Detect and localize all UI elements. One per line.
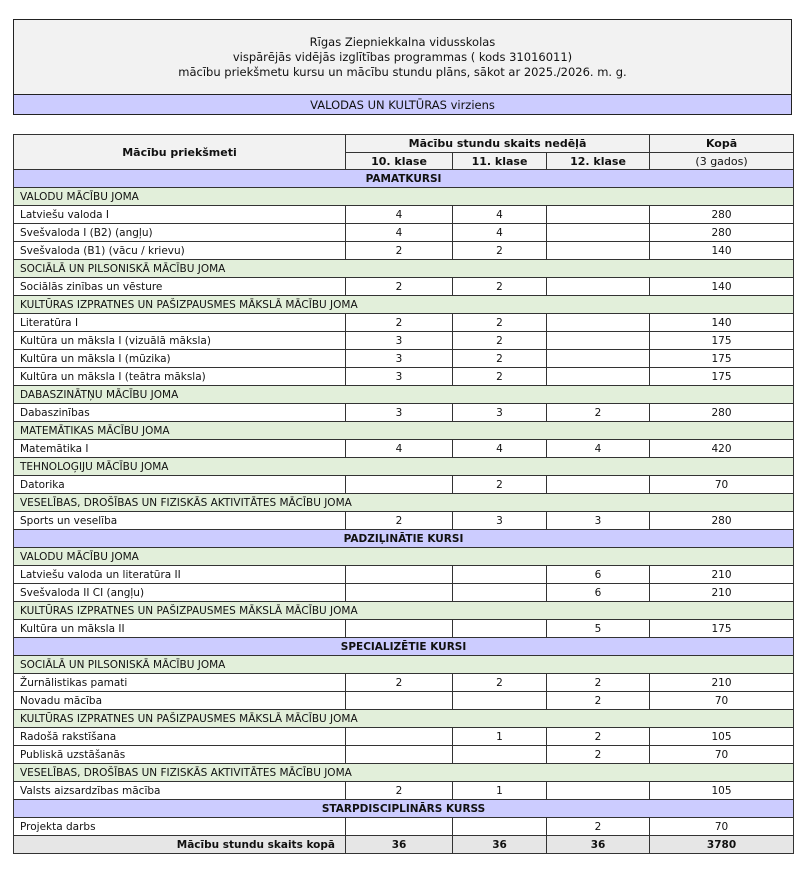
table-row (14, 674, 794, 692)
grand-total: 3780 (650, 836, 794, 854)
grade-10-hours (346, 692, 453, 710)
section-header-row (14, 170, 794, 188)
total-hours: 175 (650, 350, 794, 368)
grade-12-hours (547, 782, 650, 800)
table-row (14, 620, 794, 638)
grade-11-hours: 4 (453, 206, 547, 224)
total-hours: 140 (650, 278, 794, 296)
grade-11-hours (453, 584, 547, 602)
domain-label: SOCIĀLĀ UN PILSONISKĀ MĀCĪBU JOMA (14, 656, 794, 674)
col-header-total: Kopā (650, 135, 794, 153)
total-hours: 420 (650, 440, 794, 458)
grade-12-hours (547, 332, 650, 350)
table-body (14, 170, 794, 836)
domain-header-row (14, 422, 794, 440)
table-row (14, 206, 794, 224)
table-row (14, 224, 794, 242)
grade-10-hours: 2 (346, 242, 453, 260)
grade-12-hours (547, 476, 650, 494)
domain-label: TEHNOLOĢIJU MĀCĪBU JOMA (14, 458, 794, 476)
grade-12-hours: 2 (547, 674, 650, 692)
total-hours: 70 (650, 746, 794, 764)
grade-12-hours (547, 368, 650, 386)
grade-12-hours (547, 278, 650, 296)
subject-name: Sports un veselība (14, 512, 346, 530)
table-row (14, 404, 794, 422)
subject-name: Svešvaloda II CI (angļu) (14, 584, 346, 602)
total-grade-10: 36 (346, 836, 453, 854)
grade-10-hours (346, 818, 453, 836)
grade-12-hours (547, 224, 650, 242)
grade-12-hours (547, 350, 650, 368)
grade-11-hours: 3 (453, 512, 547, 530)
grade-10-hours: 2 (346, 314, 453, 332)
total-hours: 70 (650, 692, 794, 710)
grade-10-hours: 2 (346, 782, 453, 800)
total-hours: 140 (650, 242, 794, 260)
grade-12-hours: 5 (547, 620, 650, 638)
grade-12-hours: 3 (547, 512, 650, 530)
document-header (13, 19, 792, 115)
header-title-block (14, 20, 791, 94)
col-header-grade-12: 12. klase (547, 153, 650, 170)
grade-11-hours (453, 692, 547, 710)
total-hours: 280 (650, 512, 794, 530)
grade-11-hours: 4 (453, 224, 547, 242)
grade-11-hours: 2 (453, 278, 547, 296)
domain-header-row (14, 548, 794, 566)
table-row (14, 476, 794, 494)
table-row (14, 332, 794, 350)
subject-name: Žurnālistikas pamati (14, 674, 346, 692)
grade-12-hours (547, 206, 650, 224)
domain-header-row (14, 188, 794, 206)
section-header-row (14, 800, 794, 818)
subject-name: Kultūra un māksla I (teātra māksla) (14, 368, 346, 386)
total-row-label: Mācību stundu skaits kopā (14, 836, 346, 854)
header-line-plan: mācību priekšmetu kursu un mācību stundu plāns, sākot ar 2025./2026. m. g. (178, 64, 627, 79)
grade-10-hours (346, 746, 453, 764)
grade-12-hours: 2 (547, 746, 650, 764)
domain-header-row (14, 656, 794, 674)
total-hours: 70 (650, 476, 794, 494)
domain-label: KULTŪRAS IZPRATNES UN PAŠIZPAUSMES MĀKSLĀ MĀCĪBU JOMA (14, 296, 794, 314)
grade-10-hours: 4 (346, 206, 453, 224)
header-line-program: vispārējās vidējās izglītības programmas ( kods 31016011) (232, 49, 573, 64)
domain-label: SOCIĀLĀ UN PILSONISKĀ MĀCĪBU JOMA (14, 260, 794, 278)
table-row (14, 242, 794, 260)
table-row (14, 728, 794, 746)
grade-11-hours (453, 620, 547, 638)
table-row (14, 368, 794, 386)
subject-name: Dabaszinības (14, 404, 346, 422)
grade-10-hours: 2 (346, 278, 453, 296)
total-grade-11: 36 (453, 836, 547, 854)
grade-10-hours: 2 (346, 674, 453, 692)
total-hours: 280 (650, 404, 794, 422)
grade-12-hours: 2 (547, 728, 650, 746)
total-hours: 175 (650, 368, 794, 386)
grade-12-hours (547, 314, 650, 332)
grade-11-hours: 2 (453, 332, 547, 350)
subject-name: Literatūra I (14, 314, 346, 332)
total-hours: 140 (650, 314, 794, 332)
table-row (14, 350, 794, 368)
table-row (14, 512, 794, 530)
domain-header-row (14, 296, 794, 314)
section-header-row (14, 530, 794, 548)
total-hours: 210 (650, 566, 794, 584)
domain-label: VESELĪBAS, DROŠĪBAS UN FIZISKĀS AKTIVITĀTES MĀCĪBU JOMA (14, 494, 794, 512)
subject-name: Radošā rakstīšana (14, 728, 346, 746)
grade-12-hours: 2 (547, 692, 650, 710)
domain-header-row (14, 764, 794, 782)
table-row (14, 314, 794, 332)
grade-10-hours: 3 (346, 350, 453, 368)
section-label: PAMATKURSI (14, 170, 794, 188)
domain-header-row (14, 386, 794, 404)
domain-header-row (14, 602, 794, 620)
section-label: STARPDISCIPLINĀRS KURSS (14, 800, 794, 818)
subject-name: Datorika (14, 476, 346, 494)
grade-11-hours: 2 (453, 674, 547, 692)
total-grade-12: 36 (547, 836, 650, 854)
subject-name: Svešvaloda I (B2) (angļu) (14, 224, 346, 242)
grade-10-hours (346, 566, 453, 584)
total-hours: 210 (650, 674, 794, 692)
grade-11-hours: 2 (453, 314, 547, 332)
table-row (14, 818, 794, 836)
grade-11-hours (453, 746, 547, 764)
grade-12-hours: 2 (547, 404, 650, 422)
grade-11-hours: 2 (453, 368, 547, 386)
grade-11-hours: 2 (453, 476, 547, 494)
grade-12-hours: 2 (547, 818, 650, 836)
study-plan-table (13, 134, 794, 854)
subject-name: Kultūra un māksla I (mūzika) (14, 350, 346, 368)
grade-12-hours (547, 242, 650, 260)
subject-name: Projekta darbs (14, 818, 346, 836)
grade-10-hours: 4 (346, 440, 453, 458)
domain-label: MATEMĀTIKAS MĀCĪBU JOMA (14, 422, 794, 440)
section-header-row (14, 638, 794, 656)
total-hours: 175 (650, 332, 794, 350)
grade-11-hours: 3 (453, 404, 547, 422)
domain-label: VALODU MĀCĪBU JOMA (14, 188, 794, 206)
total-hours: 105 (650, 728, 794, 746)
domain-label: KULTŪRAS IZPRATNES UN PAŠIZPAUSMES MĀKSLĀ MĀCĪBU JOMA (14, 710, 794, 728)
total-hours: 105 (650, 782, 794, 800)
col-header-hours: Mācību stundu skaits nedēļā (346, 135, 650, 153)
table-row (14, 782, 794, 800)
col-header-grade-10: 10. klase (346, 153, 453, 170)
grade-10-hours (346, 584, 453, 602)
total-hours: 280 (650, 224, 794, 242)
grade-10-hours (346, 620, 453, 638)
table-row (14, 566, 794, 584)
grade-11-hours: 1 (453, 782, 547, 800)
grade-11-hours: 1 (453, 728, 547, 746)
col-header-subjects: Mācību priekšmeti (14, 135, 346, 170)
subject-name: Matemātika I (14, 440, 346, 458)
subject-name: Publiskā uzstāšanās (14, 746, 346, 764)
subject-name: Valsts aizsardzības mācība (14, 782, 346, 800)
table-row (14, 692, 794, 710)
grade-11-hours (453, 818, 547, 836)
domain-label: VESELĪBAS, DROŠĪBAS UN FIZISKĀS AKTIVITĀTES MĀCĪBU JOMA (14, 764, 794, 782)
grade-10-hours: 3 (346, 332, 453, 350)
grade-11-hours (453, 566, 547, 584)
total-hours: 280 (650, 206, 794, 224)
total-row (14, 836, 794, 854)
grade-10-hours: 3 (346, 368, 453, 386)
domain-label: KULTŪRAS IZPRATNES UN PAŠIZPAUSMES MĀKSLĀ MĀCĪBU JOMA (14, 602, 794, 620)
domain-label: VALODU MĀCĪBU JOMA (14, 548, 794, 566)
grade-12-hours: 6 (547, 566, 650, 584)
grade-10-hours (346, 728, 453, 746)
subject-name: Latviešu valoda I (14, 206, 346, 224)
domain-header-row (14, 710, 794, 728)
section-label: PADZIĻINĀTIE KURSI (14, 530, 794, 548)
grade-10-hours: 4 (346, 224, 453, 242)
header-line-school: Rīgas Ziepniekkalna vidusskolas (309, 34, 496, 49)
grade-10-hours: 2 (346, 512, 453, 530)
domain-header-row (14, 260, 794, 278)
grade-11-hours: 2 (453, 350, 547, 368)
table-row (14, 278, 794, 296)
grade-11-hours: 2 (453, 242, 547, 260)
table-row (14, 584, 794, 602)
domain-header-row (14, 458, 794, 476)
subject-name: Latviešu valoda un literatūra II (14, 566, 346, 584)
subject-name: Kultūra un māksla I (vizuālā māksla) (14, 332, 346, 350)
total-hours: 175 (650, 620, 794, 638)
domain-label: DABASZINĀTŅU MĀCĪBU JOMA (14, 386, 794, 404)
grade-11-hours: 4 (453, 440, 547, 458)
grade-10-hours: 3 (346, 404, 453, 422)
domain-header-row (14, 494, 794, 512)
total-hours: 70 (650, 818, 794, 836)
col-header-grade-11: 11. klase (453, 153, 547, 170)
subject-name: Novadu mācība (14, 692, 346, 710)
grade-12-hours: 6 (547, 584, 650, 602)
col-header-total-sub: (3 gados) (650, 153, 794, 170)
table-row (14, 746, 794, 764)
table-row (14, 440, 794, 458)
subject-name: Svešvaloda (B1) (vācu / krievu) (14, 242, 346, 260)
direction-band: VALODAS UN KULTŪRAS virziens (14, 94, 791, 114)
total-hours: 210 (650, 584, 794, 602)
subject-name: Sociālās zinības un vēsture (14, 278, 346, 296)
grade-12-hours: 4 (547, 440, 650, 458)
section-label: SPECIALIZĒTIE KURSI (14, 638, 794, 656)
subject-name: Kultūra un māksla II (14, 620, 346, 638)
grade-10-hours (346, 476, 453, 494)
